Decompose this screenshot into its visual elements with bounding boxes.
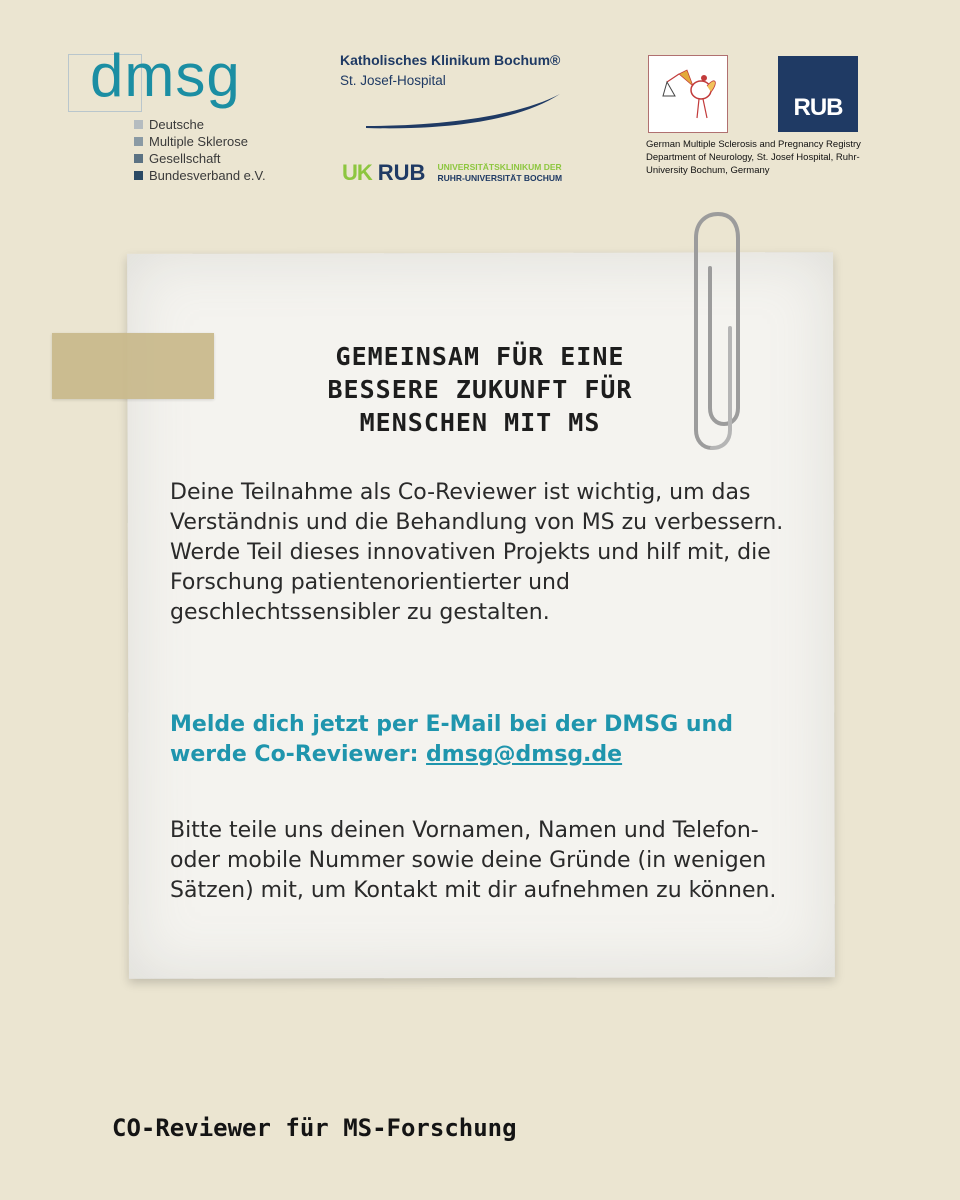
dmsg-line-1: Deutsche xyxy=(149,117,204,132)
dmsg-logo xyxy=(68,42,298,184)
ukrub-text xyxy=(437,162,562,184)
ukrub-uk: UK xyxy=(342,160,372,185)
dmsg-wordmark: dmsg xyxy=(90,42,241,109)
ukrub-line-2: RUHR-UNIVERSITÄT BOCHUM xyxy=(437,173,563,183)
dmsg-tagline xyxy=(134,116,266,184)
registry-caption: German Multiple Sclerosis and Pregnancy Registry Department of Neurology, St. Josef Hospital, Ruhr-University Bochum, Germany xyxy=(646,139,861,176)
dmsg-line-3: Gesellschaft xyxy=(149,151,221,166)
dmsg-square-icon xyxy=(134,137,143,146)
footer-title: CO-Reviewer für MS-Forschung xyxy=(112,1114,517,1142)
kkb-logo xyxy=(340,52,580,187)
kkb-subtitle: St. Josef-Hospital xyxy=(340,73,446,88)
dmsg-square-icon xyxy=(134,154,143,163)
stork-icon xyxy=(649,56,727,132)
ukrub-rub: RUB xyxy=(377,160,426,185)
intro-paragraph: Deine Teilnahme als Co-Reviewer ist wichtig, um das Verständnis und die Behandlung von MS zu verbessern. Werde Teil dieses innovativen Projekts und hilf mit, die Forschung patientenorientierter und geschlechtssensibler zu gestalten. xyxy=(170,480,784,625)
pregnancy-registry-logo xyxy=(648,55,728,133)
dmsg-line-4: Bundesverband e.V. xyxy=(149,168,266,183)
headline xyxy=(190,340,770,439)
rub-logo xyxy=(778,56,858,132)
email-link[interactable]: dmsg@dmsg.de xyxy=(426,742,623,767)
headline-line-3: MENSCHEN MIT MS xyxy=(359,408,601,437)
dmsg-square-icon xyxy=(134,120,143,129)
cta-text: Melde dich jetzt per E-Mail bei der DMSG und werde Co-Reviewer: xyxy=(170,712,733,767)
call-to-action xyxy=(170,710,790,770)
dmsg-line-2: Multiple Sklerose xyxy=(149,134,248,149)
ukrub-line-1: UNIVERSITÄTSKLINIKUM DER xyxy=(437,162,562,172)
rub-logo-text: RUB xyxy=(793,94,843,121)
contact-instructions: Bitte teile uns deinen Vornamen, Namen und Telefon- oder mobile Nummer sowie deine Gründe (in wenigen Sätzen) mit, um Kontakt mit dir aufnehmen zu können. xyxy=(170,818,777,903)
headline-line-2: BESSERE ZUKUNFT FÜR xyxy=(327,375,633,404)
ukrub-logo xyxy=(342,160,562,186)
kkb-swoosh-icon xyxy=(364,92,564,132)
headline-line-1: GEMEINSAM FÜR EINE xyxy=(335,342,625,371)
dmsg-square-icon xyxy=(134,171,143,180)
kkb-name: Katholisches Klinikum Bochum® xyxy=(340,52,561,68)
